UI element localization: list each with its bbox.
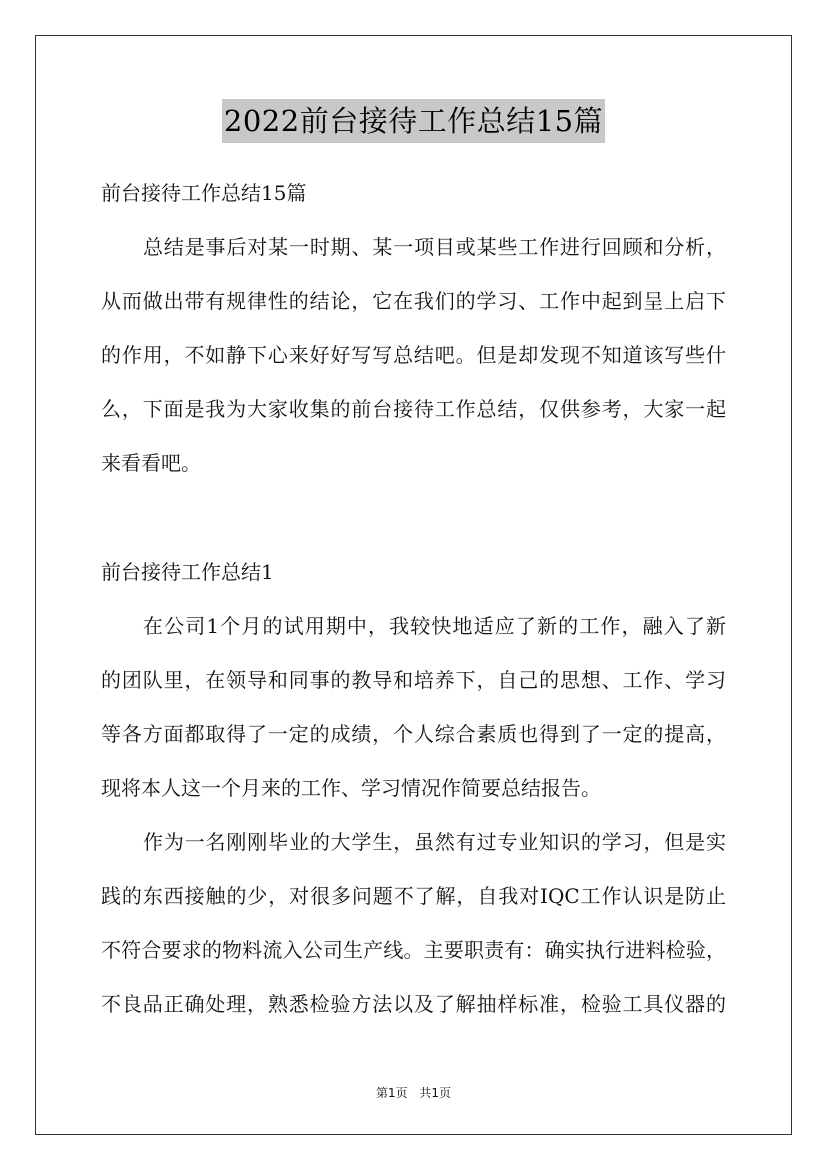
intro-line[interactable]: 么，下面是我为大家收集的前台接待工作总结，仅供参考，大家一起 <box>101 397 726 421</box>
paragraph-line[interactable]: 不良品正确处理，熟悉检验方法以及了解抽样标准，检验工具仪器的 <box>101 992 726 1016</box>
document-title[interactable]: 2022前台接待工作总结15篇 <box>222 99 605 143</box>
intro-line[interactable]: 总结是事后对某一时期、某一项目或某些工作进行回顾和分析， <box>143 235 726 259</box>
paragraph-line[interactable]: 作为一名刚刚毕业的大学生，虽然有过专业知识的学习，但是实 <box>143 830 726 854</box>
paragraph-line[interactable]: 的团队里，在领导和同事的教导和培养下，自己的思想、工作、学习 <box>101 668 726 692</box>
paragraph-line[interactable]: 践的东西接触的少，对很多问题不了解，自我对IQC工作认识是防止 <box>101 884 726 908</box>
intro-line[interactable]: 的作用，不如静下心来好好写写总结吧。但是却发现不知道该写些什 <box>101 343 726 367</box>
section-heading[interactable]: 前台接待工作总结1 <box>101 560 274 584</box>
paragraph-line[interactable]: 等各方面都取得了一定的成绩，个人综合素质也得到了一定的提高， <box>101 722 726 746</box>
paragraph-line[interactable]: 在公司1个月的试用期中，我较快地适应了新的工作，融入了新 <box>143 614 726 638</box>
title-container <box>0 99 827 143</box>
intro-line[interactable]: 从而做出带有规律性的结论，它在我们的学习、工作中起到呈上启下 <box>101 289 726 313</box>
subtitle-line[interactable]: 前台接待工作总结15篇 <box>101 181 307 205</box>
page-footer <box>0 1085 827 1101</box>
intro-line[interactable]: 来看看吧。 <box>101 451 201 475</box>
paragraph-line[interactable]: 不符合要求的物料流入公司生产线。主要职责有：确实执行进料检验， <box>101 938 726 962</box>
page-number-total: 共1页 <box>419 1086 452 1100</box>
page-number-current: 第1页 <box>375 1086 408 1100</box>
paragraph-line[interactable]: 现将本人这一个月来的工作、学习情况作简要总结报告。 <box>101 776 601 800</box>
